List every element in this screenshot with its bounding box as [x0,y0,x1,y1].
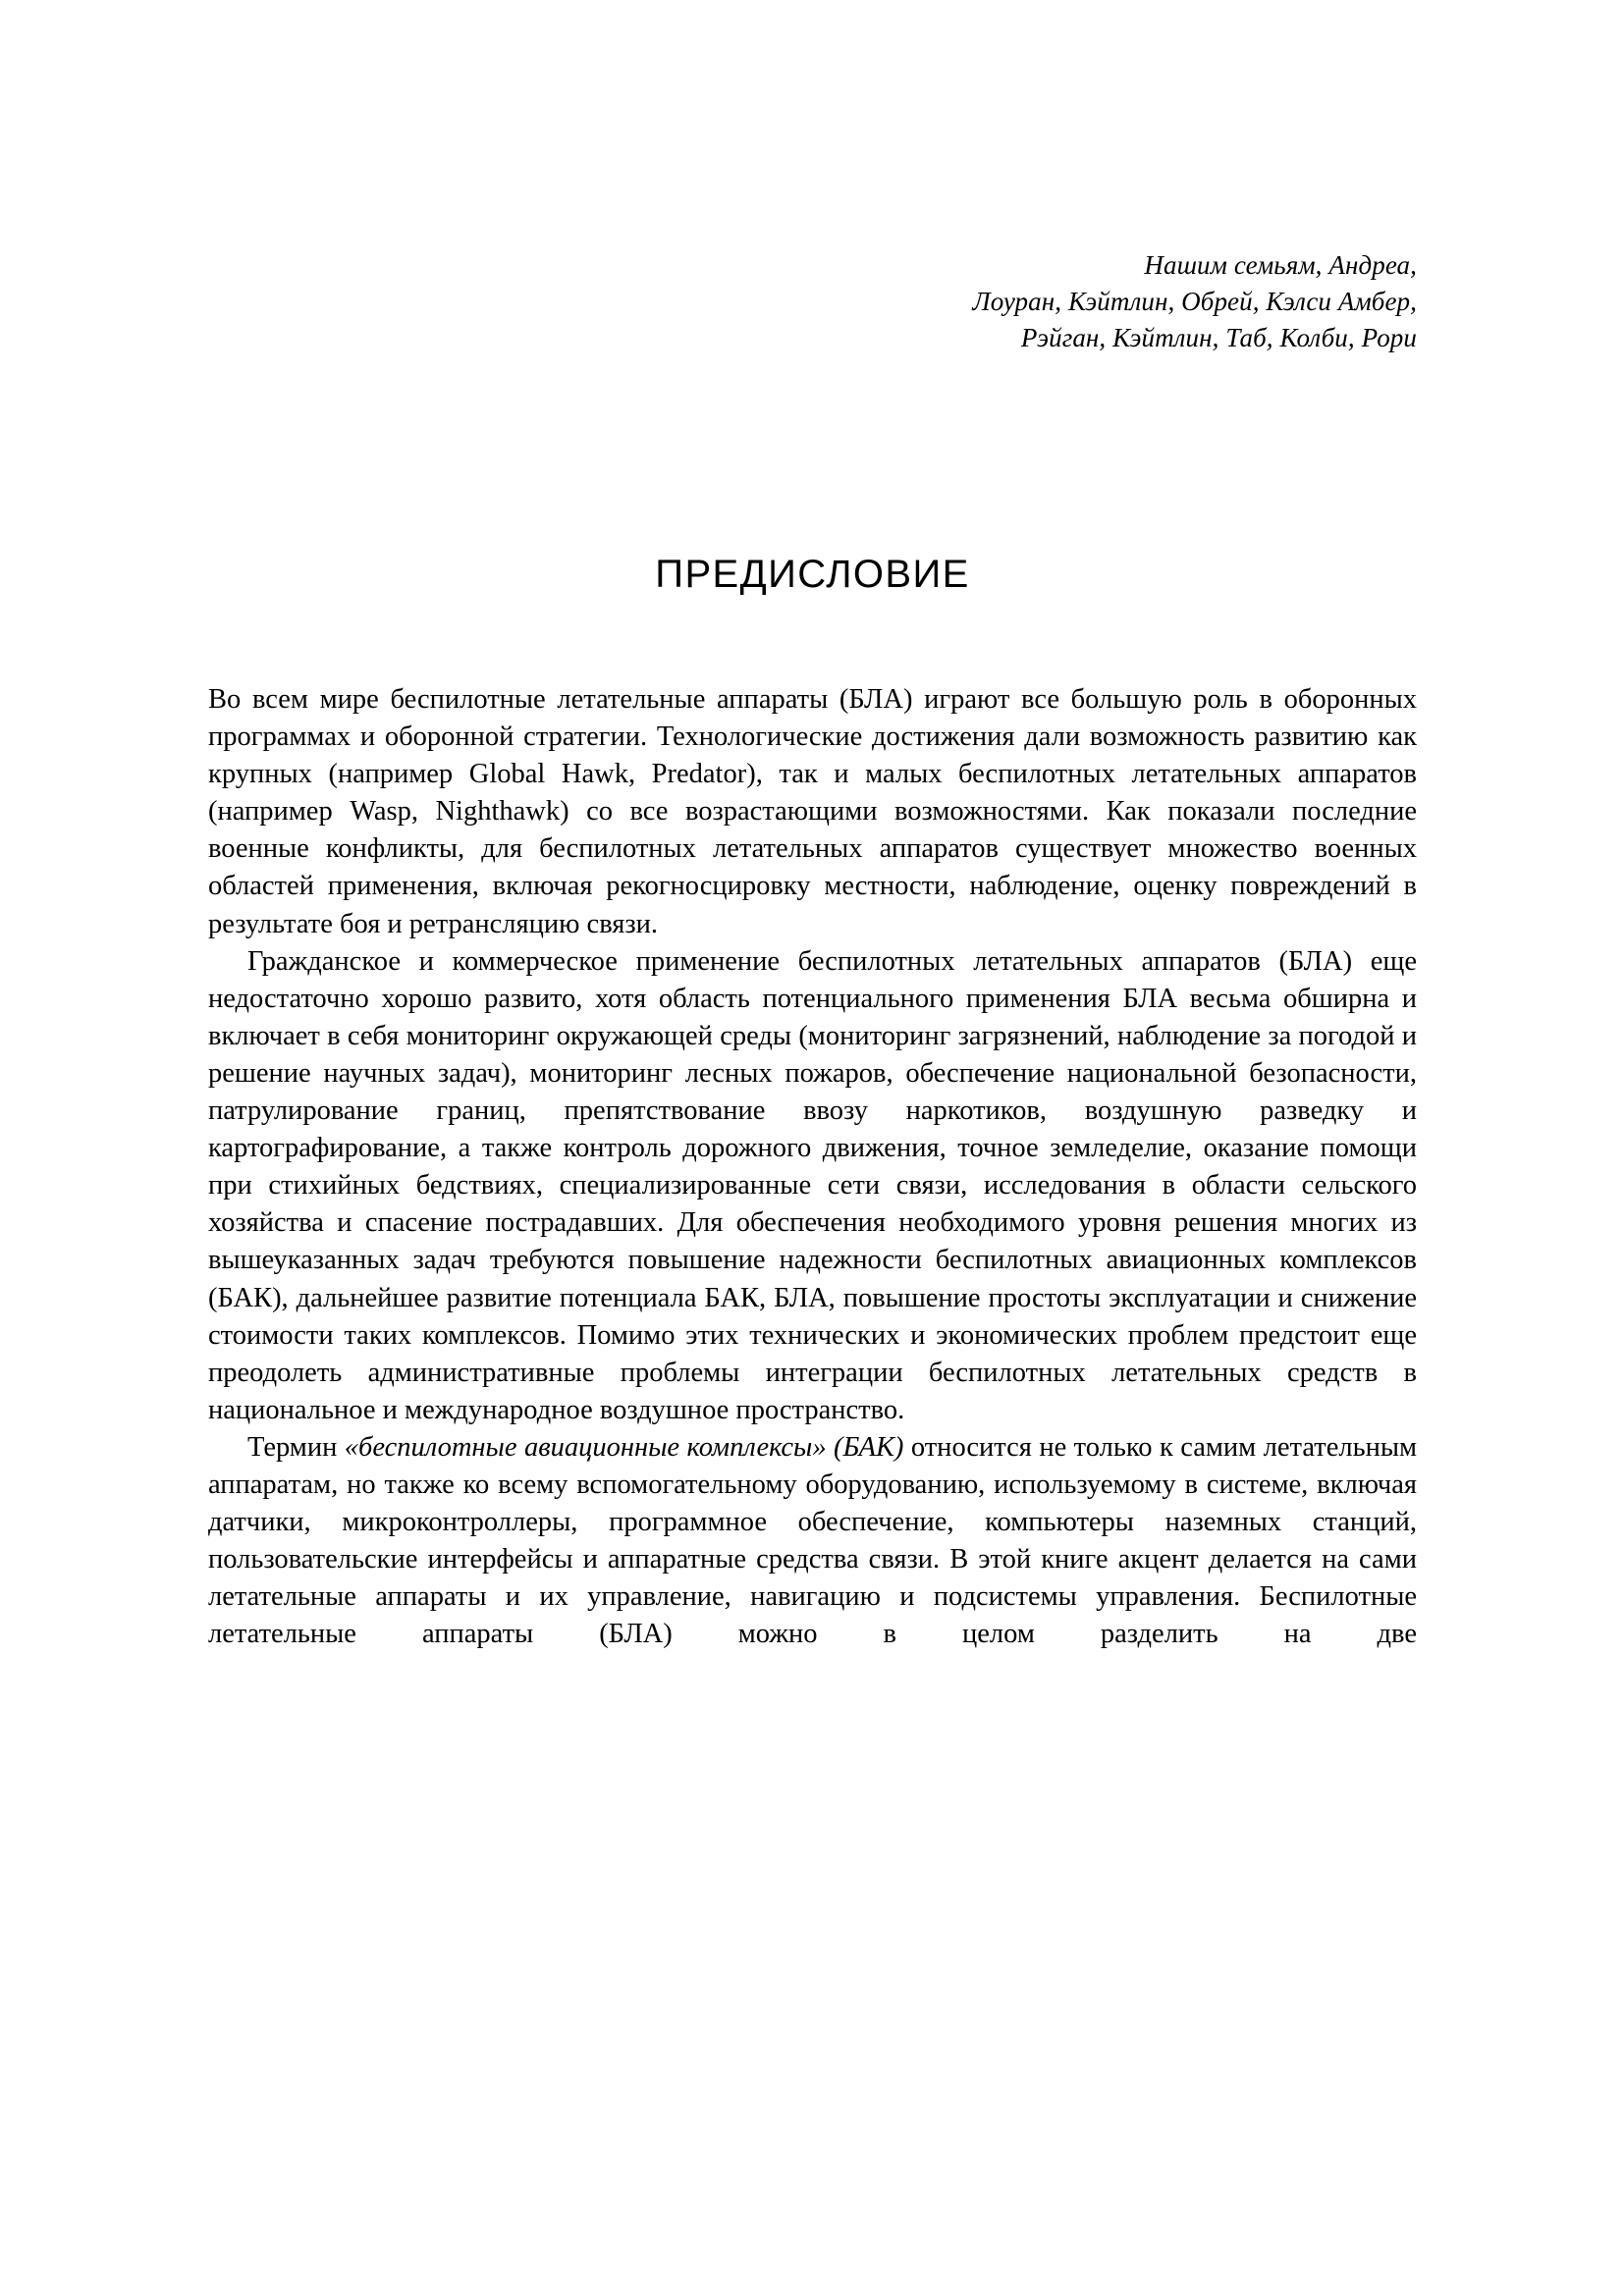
paragraph-1: Во всем мире беспилотные летательные аппараты (БЛА) играют все большую роль в оборонных программах и оборонной стратегии. Технологические достижения дали возможность развитию как крупных (например Global Hawk, Predator), так и малых беспилотных летательных аппаратов (например Wasp, Nighthawk) со все возрастающими возможностями. Как показали последние военные конфликты, для беспилотных летательных аппаратов существует множество военных областей применения, включая рекогносцировку местности, наблюдение, оценку повреждений в результате боя и ретрансляцию связи. [208,684,1417,939]
page-title: ПРЕДИСЛОВИЕ [655,552,970,596]
paragraph-3-suffix: относится не только к самим летательным аппаратам, но также ко всему вспомогательному оборудованию, используемому в системе, включая датчики, микроконтроллеры, программное обеспечение, компьютеры наземных станций, пользовательские интерфейсы и аппаратные средства связи. В этой книге акцент делается на сами летательные аппараты и их управление, навигацию и подсистемы управления. Беспилотные летательные аппараты (БЛА) можно в целом разделить на две [208,1431,1418,1650]
dedication-line-2: Лоуран, Кэйтлин, Обрей, Кэлси Амбер, [972,287,1417,316]
dedication-line-3: Рэйган, Кэйтлин, Таб, Колби, Рори [1020,323,1417,352]
paragraph-3-prefix: Термин [247,1431,345,1463]
dedication-block [208,247,1417,356]
paragraph-3 [208,1429,1417,1691]
paragraph-3-term-italic: «беспилотные авиационные комплексы» (БАК) [344,1431,904,1463]
paragraph-2: Гражданское и коммерческое применение беспилотных летательных аппаратов (БЛА) еще недостаточно хорошо развито, хотя область потенциального применения БЛА весьма обширна и включает в себя мониторинг окружающей среды (мониторинг загрязнений, наблюдение за погодой и решение научных задач), мониторинг лесных пожаров, обеспечение национальной безопасности, патрулирование границ, препятствование ввозу наркотиков, воздушную разведку и картографирование, а также контроль дорожного движения, точное земледелие, оказание помощи при стихийных бедствиях, специализированные сети связи, исследования в области сельского хозяйства и спасение пострадавших. Для обеспечения необходимого уровня решения многих из вышеуказанных задач требуются повышение надежности беспилотных авиационных комплексов (БАК), дальнейшее развитие потенциала БАК, БЛА, повышение простоты эксплуатации и снижение стоимости таких комплексов. Помимо этих технических и экономических проблем предстоит еще преодолеть административные проблемы интеграции беспилотных летательных средств в национальное и международное воздушное пространство. [208,945,1417,1425]
dedication-line-1: Нашим семьям, Андреа, [1144,250,1417,280]
body-text-block [208,681,1417,1691]
